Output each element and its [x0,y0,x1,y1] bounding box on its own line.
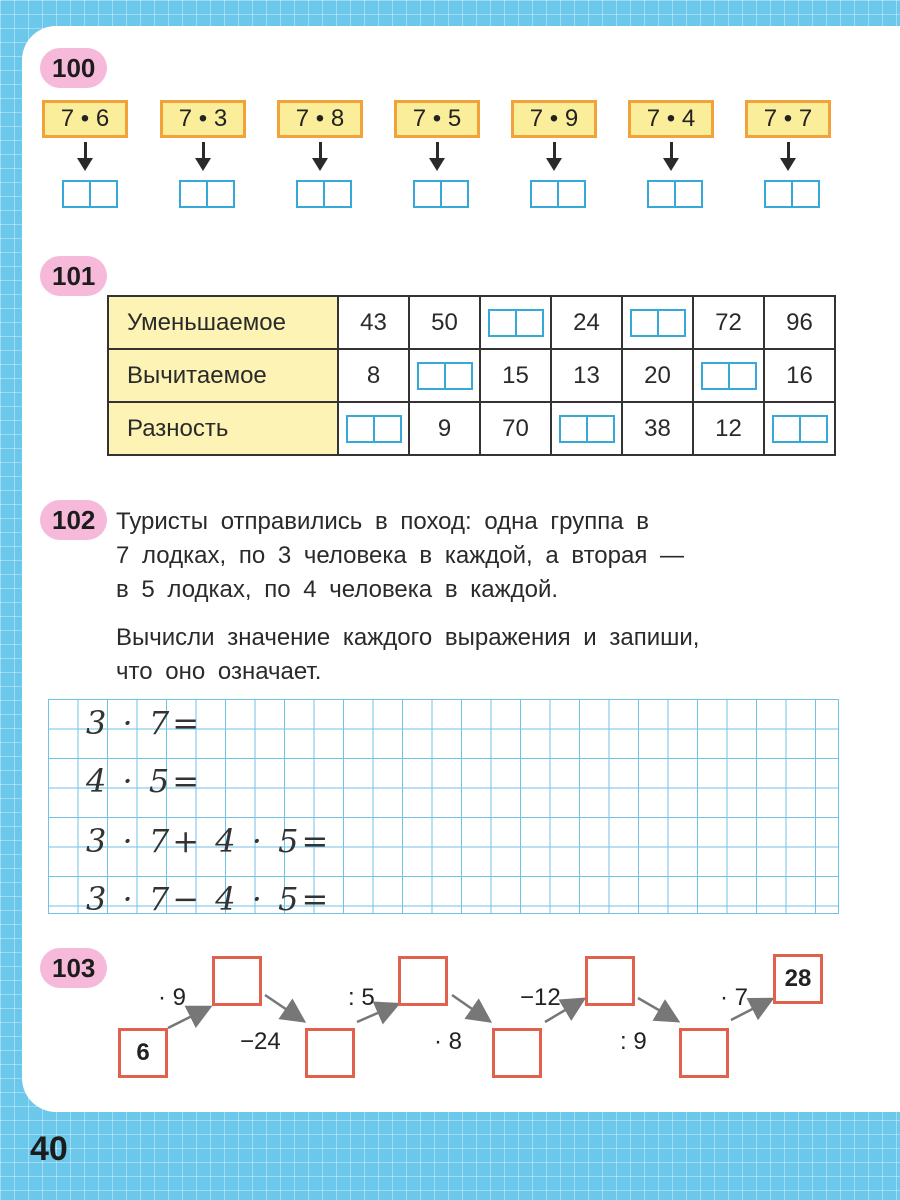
row-label: Разность [108,402,338,455]
table-cell[interactable] [693,349,764,402]
answer-box[interactable] [417,362,473,390]
expr-card: 7 • 3 [160,100,246,138]
arrow-head-icon [429,158,445,171]
task-100-badge: 100 [40,48,107,88]
table-cell[interactable] [409,349,480,402]
table-row [108,349,835,402]
arrow-head-icon [546,158,562,171]
table-cell[interactable] [622,296,693,349]
answer-box[interactable] [559,415,615,443]
chain-end-box: 28 [773,954,823,1004]
answer-box[interactable] [530,180,586,208]
arrow-head-icon [780,158,796,171]
table-row [108,296,835,349]
table-cell: 8 [338,349,409,402]
chain-answer-box[interactable] [305,1028,355,1078]
table-cell: 13 [551,349,622,402]
expr-card: 7 • 9 [511,100,597,138]
table-cell: 12 [693,402,764,455]
problem-text-line: в 5 лодках, по 4 человека в каждой. [116,576,559,603]
handwritten-expression: 3 · 7+ 4 · 5= [86,822,332,860]
table-cell[interactable] [551,402,622,455]
task-102-badge: 102 [40,500,107,540]
table-cell: 20 [622,349,693,402]
answer-box[interactable] [346,415,402,443]
table-cell: 96 [764,296,835,349]
answer-box[interactable] [647,180,703,208]
answer-box[interactable] [62,180,118,208]
subtraction-table [107,295,836,456]
table-cell: 50 [409,296,480,349]
handwritten-expression: 3 · 7− 4 · 5= [86,880,332,918]
table-cell: 24 [551,296,622,349]
chain-answer-box[interactable] [492,1028,542,1078]
arrow-head-icon [312,158,328,171]
table-cell: 38 [622,402,693,455]
chain-operation: · 8 [434,1028,463,1055]
handwritten-expression: 3 · 7= [86,704,203,742]
arrow-head-icon [195,158,211,171]
answer-box[interactable] [701,362,757,390]
expr-card: 7 • 5 [394,100,480,138]
table-cell[interactable] [480,296,551,349]
arrow-head-icon [77,158,93,171]
instruction-text-line: что оно означает. [116,658,322,685]
chain-operation: · 7 [720,984,749,1011]
arrow-head-icon [663,158,679,171]
table-row [108,402,835,455]
row-label: Уменьшаемое [108,296,338,349]
expr-card: 7 • 8 [277,100,363,138]
answer-box[interactable] [772,415,828,443]
task-103-badge: 103 [40,948,107,988]
answer-box[interactable] [413,180,469,208]
problem-text-line: Туристы отправились в поход: одна группа в [116,508,650,535]
chain-answer-box[interactable] [212,956,262,1006]
chain-operation: : 5 [348,984,375,1011]
chain-operation: −12 [520,984,561,1011]
answer-box[interactable] [764,180,820,208]
chain-answer-box[interactable] [679,1028,729,1078]
table-cell[interactable] [338,402,409,455]
chain-operation: −24 [240,1028,281,1055]
chain-start-box: 6 [118,1028,168,1078]
table-cell: 72 [693,296,764,349]
answer-box[interactable] [630,309,686,337]
instruction-text-line: Вычисли значение каждого выражения и запиши, [116,624,700,651]
chain-answer-box[interactable] [398,956,448,1006]
page-number: 40 [30,1130,68,1168]
expr-card: 7 • 6 [42,100,128,138]
chain-operation: : 9 [620,1028,647,1055]
handwritten-expression: 4 · 5= [86,762,203,800]
table-cell: 70 [480,402,551,455]
expr-card: 7 • 4 [628,100,714,138]
table-cell: 15 [480,349,551,402]
table-cell[interactable] [764,402,835,455]
table-cell: 9 [409,402,480,455]
answer-box[interactable] [488,309,544,337]
chain-operation: · 9 [158,984,187,1011]
chain-answer-box[interactable] [585,956,635,1006]
table-cell: 43 [338,296,409,349]
answer-box[interactable] [296,180,352,208]
answer-box[interactable] [179,180,235,208]
task-101-badge: 101 [40,256,107,296]
problem-text-line: 7 лодках, по 3 человека в каждой, а вторая — [116,542,685,569]
expr-card: 7 • 7 [745,100,831,138]
table-cell: 16 [764,349,835,402]
row-label: Вычитаемое [108,349,338,402]
